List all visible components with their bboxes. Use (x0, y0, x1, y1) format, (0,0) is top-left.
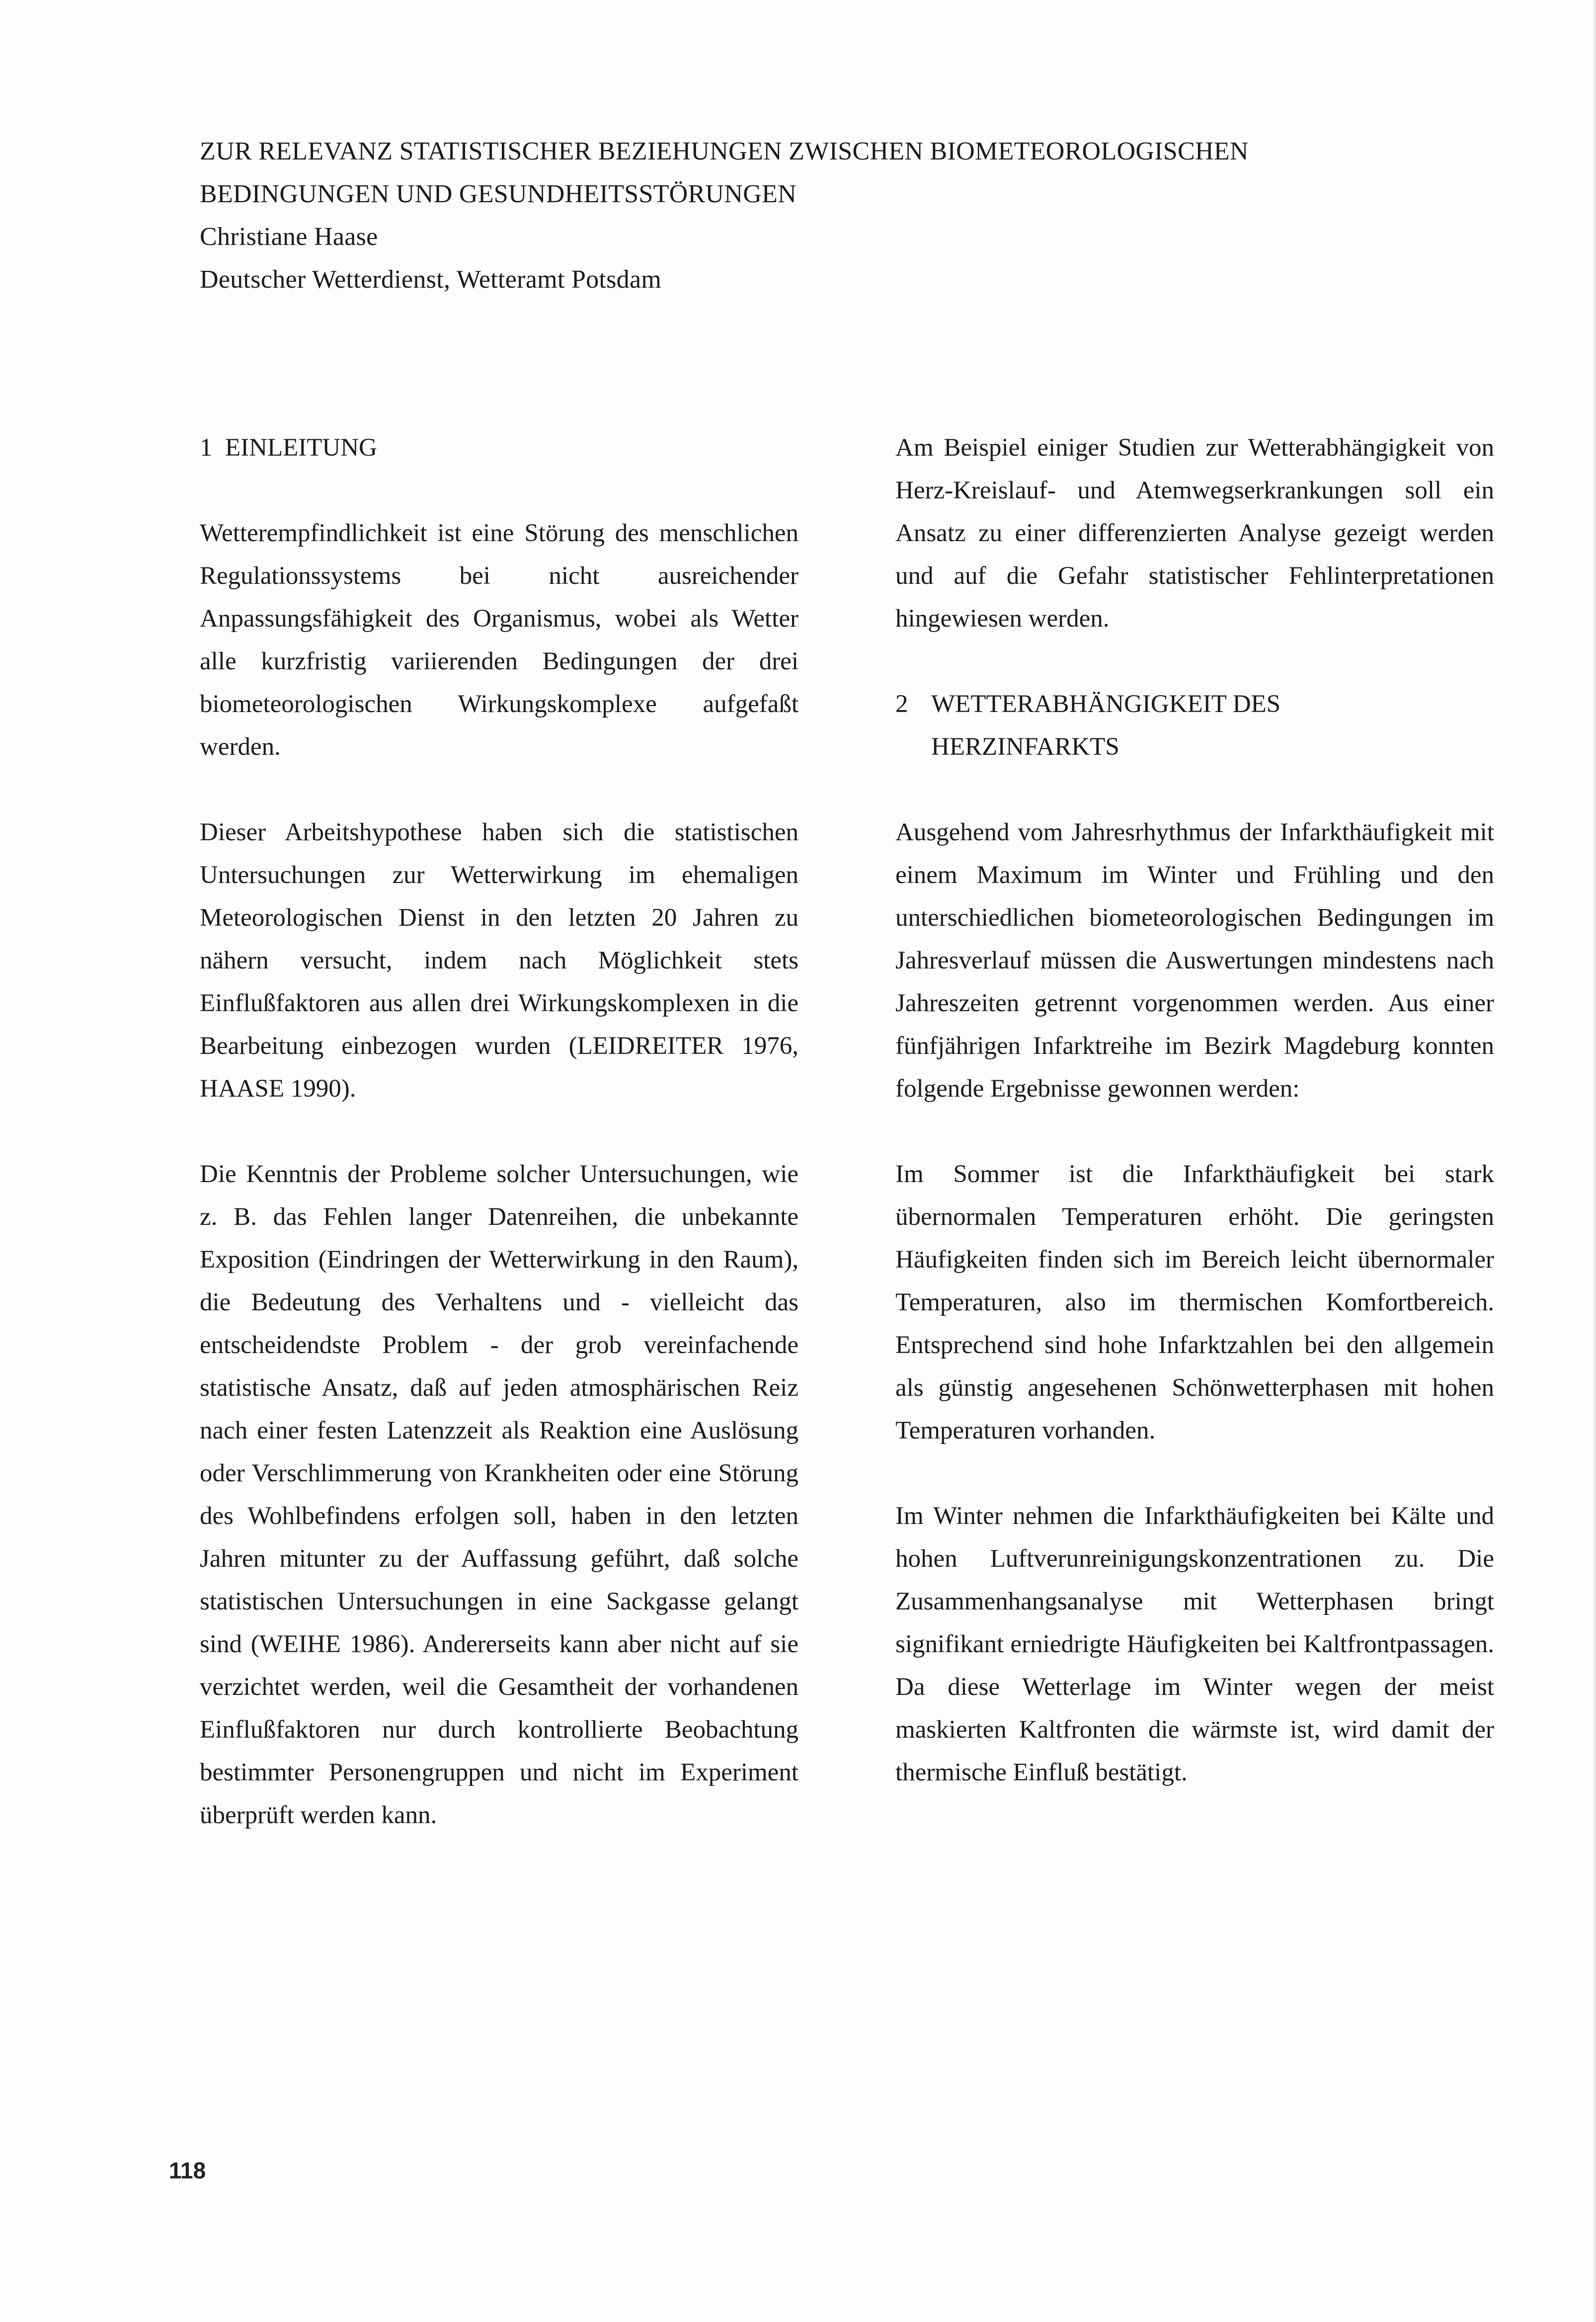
section-2-number: 2 (895, 690, 908, 718)
article-header (200, 130, 1392, 301)
section-2-title-line-2: HERZINFARKTS (931, 733, 1119, 761)
intro-paragraph: Am Beispiel einiger Studien zur Wetterabhängigkeit von Herz-Kreislauf- und Atemwegserkrankungen soll ein Ansatz zu einer differenzierten Analyse gezeigt werden und auf die Gefahr statistischer Fehlinterpretationen hingewiesen werden. (895, 434, 1494, 633)
right-column (895, 426, 1494, 1794)
author-affiliation: Deutscher Wetterdienst, Wetteramt Potsdam (200, 265, 662, 294)
section-2-heading (895, 683, 1494, 768)
article-title-line-1: ZUR RELEVANZ STATISTISCHER BEZIEHUNGEN ZWISCHEN BIOMETEOROLOGISCHEN (200, 137, 1249, 165)
section-2-title-line-1: WETTERABHÄNGIGKEIT DES (931, 690, 1281, 718)
author-name: Christiane Haase (200, 223, 378, 251)
section-2-paragraph-3: Im Winter nehmen die Infarkthäufigkeiten bei Kälte und hohen Luftverunreinigungskonzentrationen zu. Die Zusammenhangsanalyse mit Wetterphasen bringt signifikant erniedrigte Häufigkeiten bei Kaltfrontpassagen. Da diese Wetterlage im Winter wegen der meist maskierten Kaltfronten die wärmste ist, wird damit der thermische Einfluß bestätigt. (895, 1502, 1494, 1786)
page-edge-divider (1593, 0, 1596, 2322)
article-title-line-2: BEDINGUNGEN UND GESUNDHEITSSTÖRUNGEN (200, 180, 797, 208)
section-2-paragraph-1: Ausgehend vom Jahresrhythmus der Infarkthäufigkeit mit einem Maximum im Winter und Frühling und den unterschiedlichen biometeorologischen Bedingungen im Jahresverlauf müssen die Auswertungen mindestens nach Jahreszeiten getrennt vorgenommen werden. Aus einer fünfjährigen Infarktreihe im Bezirk Magdeburg konnten folgende Ergebnisse gewonnen werden: (895, 818, 1494, 1103)
section-1-paragraph-2: Dieser Arbeitshypothese haben sich die statistischen Untersuchungen zur Wetterwirkung im ehemaligen Meteorologischen Dienst in den letzten 20 Jahren zu nähern versucht, indem nach Möglichkeit stets Einflußfaktoren aus allen drei Wirkungskomplexen in die Bearbeitung einbezogen wurden (LEIDREITER 1976, HAASE 1990). (200, 818, 798, 1103)
left-column (200, 426, 798, 1837)
section-1-paragraph-1: Wetterempfindlichkeit ist eine Störung des menschlichen Regulationssystems bei nicht ausreichender Anpassungsfähigkeit des Organismus, wobei als Wetter alle kurzfristig variierenden Bedingungen der drei biometeorologischen Wirkungskomplexe aufgefaßt werden. (200, 519, 798, 761)
section-2-title (931, 683, 1280, 768)
section-2-paragraph-2: Im Sommer ist die Infarkthäufigkeit bei stark übernormalen Temperaturen erhöht. Die geringsten Häufigkeiten finden sich im Bereich leicht übernormaler Temperaturen, also im thermischen Komfortbereich. Entsprechend sind hohe Infarktzahlen bei den allgemein als günstig angesehenen Schönwetterphasen mit hohen Temperaturen vorhanden. (895, 1160, 1494, 1444)
page-number: 118 (169, 2158, 206, 2183)
section-1-paragraph-3: Die Kenntnis der Probleme solcher Untersuchungen, wie z. B. das Fehlen langer Datenreihen, die unbekannte Exposition (Eindringen der Wetterwirkung in den Raum), die Bedeutung des Verhaltens und - vielleicht das entscheidendste Problem - der grob vereinfachende statistische Ansatz, daß auf jeden atmosphärischen Reiz nach einer festen Latenzzeit als Reaktion eine Auslösung oder Verschlimmerung von Krankheiten oder eine Störung des Wohlbefindens erfolgen soll, haben in den letzten Jahren mitunter zu der Auffassung geführt, daß solche statistischen Untersuchungen in eine Sackgasse gelangt sind (WEIHE 1986). Andererseits kann aber nicht auf sie verzichtet werden, weil die Gesamtheit der vorhandenen Einflußfaktoren nur durch kontrollierte Beobachtung bestimmter Personengruppen und nicht im Experiment überprüft werden kann. (200, 1160, 798, 1829)
section-1-heading: 1 EINLEITUNG (200, 434, 377, 462)
